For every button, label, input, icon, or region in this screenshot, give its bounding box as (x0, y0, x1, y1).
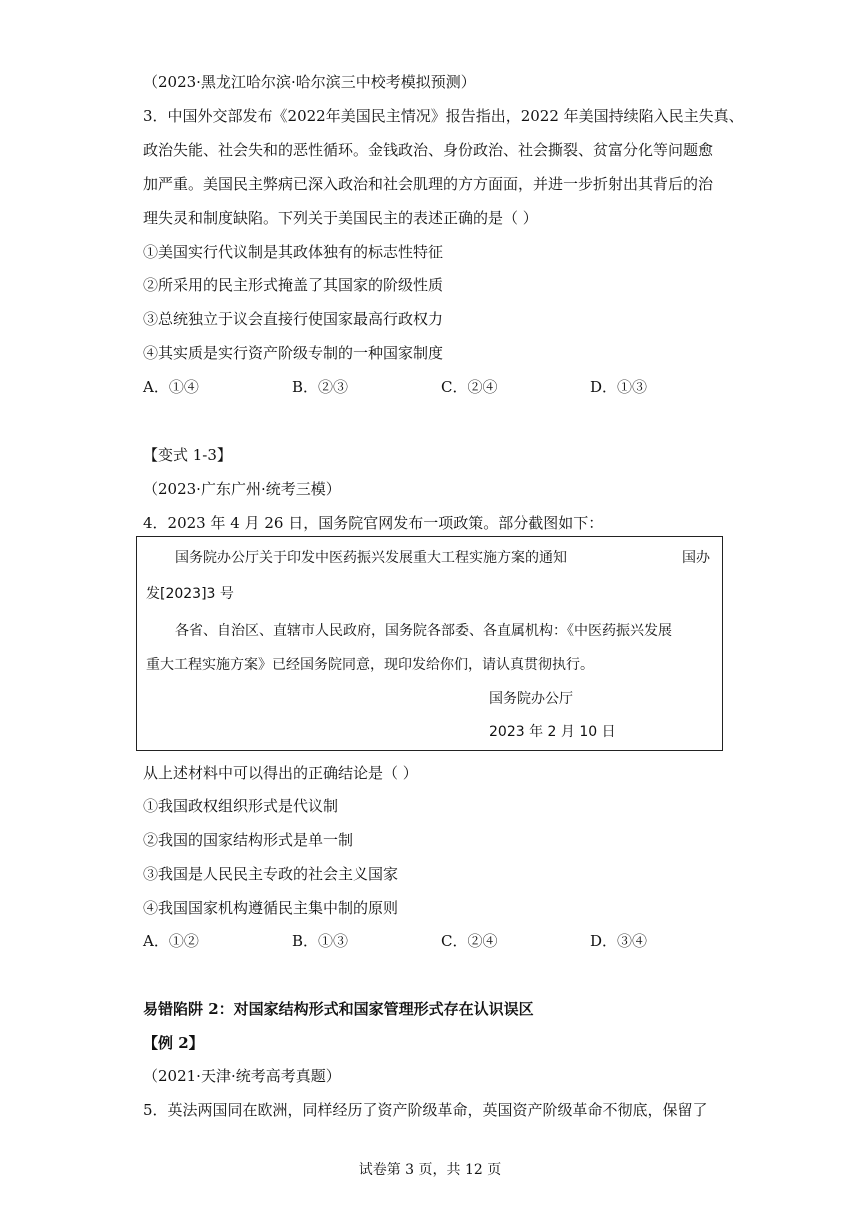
q4-prompt: 从上述材料中可以得出的正确结论是（ ） (143, 764, 418, 782)
variant-label: 【变式 1-3】 (143, 446, 232, 464)
q3-statement-4: ④其实质是实行资产阶级专制的一种国家制度 (143, 344, 444, 362)
q4-statement-1: ①我国政权组织形式是代议制 (143, 797, 339, 815)
q4-source: （2023·广东广州·统考三模） (143, 480, 341, 498)
q3-option-c[interactable]: C．②④ (441, 378, 498, 396)
example-2-label: 【例 2】 (143, 1034, 204, 1052)
q3-stem-line-2: 政治失能、社会失和的恶性循环。金钱政治、身份政治、社会撕裂、贫富分化等问题愈 (143, 141, 714, 159)
doc-number-part-1: 国办 (682, 550, 710, 566)
q4-option-c[interactable]: C．②④ (441, 932, 498, 950)
q4-stem: 4．2023 年 4 月 26 日，国务院官网发布一项政策。部分截图如下： (143, 514, 604, 532)
q3-option-b[interactable]: B．②③ (292, 378, 349, 396)
q3-options (143, 377, 703, 397)
q3-stem-line-4: 理失灵和制度缺陷。下列关于美国民主的表述正确的是（ ） (143, 209, 538, 227)
q3-statement-3: ③总统独立于议会直接行使国家最高行政权力 (143, 310, 444, 328)
q3-option-d[interactable]: D．①③ (590, 378, 648, 396)
q4-statement-4: ④我国国家机构遵循民主集中制的原则 (143, 899, 399, 917)
q3-stem-line-1: 3．中国外交部发布《2022年美国民主情况》报告指出，2022 年美国持续陷入民主失真、 (143, 107, 744, 125)
doc-title: 国务院办公厅关于印发中医药振兴发展重大工程实施方案的通知 (175, 550, 567, 566)
doc-body-line-1: 各省、自治区、直辖市人民政府，国务院各部委、各直属机构：《中医药振兴发展 (175, 623, 672, 639)
page-footer: 试卷第 3 页，共 12 页 (358, 1162, 502, 1178)
q4-option-a[interactable]: A．①② (143, 932, 199, 950)
doc-date: 2023 年 2 月 10 日 (489, 724, 616, 740)
trap2-heading: 易错陷阱 2：对国家结构形式和国家管理形式存在认识误区 (143, 1000, 534, 1018)
doc-number-part-2: 发[2023]3 号 (146, 586, 234, 602)
q3-stem-line-3: 加严重。美国民主弊病已深入政治和社会肌理的方方面面，并进一步折射出其背后的治 (143, 175, 714, 193)
q4-statement-2: ②我国的国家结构形式是单一制 (143, 831, 354, 849)
q3-option-a[interactable]: A．①④ (143, 378, 199, 396)
q4-option-b[interactable]: B．①③ (292, 932, 349, 950)
q3-source: （2023·黑龙江哈尔滨·哈尔滨三中校考模拟预测） (143, 73, 476, 91)
q4-options (143, 931, 703, 951)
q5-source: （2021·天津·统考高考真题） (143, 1067, 341, 1085)
q5-stem: 5．英法两国同在欧洲，同样经历了资产阶级革命，英国资产阶级革命不彻底，保留了 (143, 1101, 708, 1119)
policy-document-box (136, 536, 723, 751)
q4-statement-3: ③我国是人民民主专政的社会主义国家 (143, 865, 399, 883)
doc-signer: 国务院办公厅 (489, 691, 573, 707)
q3-statement-1: ①美国实行代议制是其政体独有的标志性特征 (143, 243, 444, 261)
q4-option-d[interactable]: D．③④ (590, 932, 648, 950)
doc-body-line-2: 重大工程实施方案》已经国务院同意，现印发给你们，请认真贯彻执行。 (146, 657, 594, 673)
q3-statement-2: ②所采用的民主形式掩盖了其国家的阶级性质 (143, 276, 444, 294)
